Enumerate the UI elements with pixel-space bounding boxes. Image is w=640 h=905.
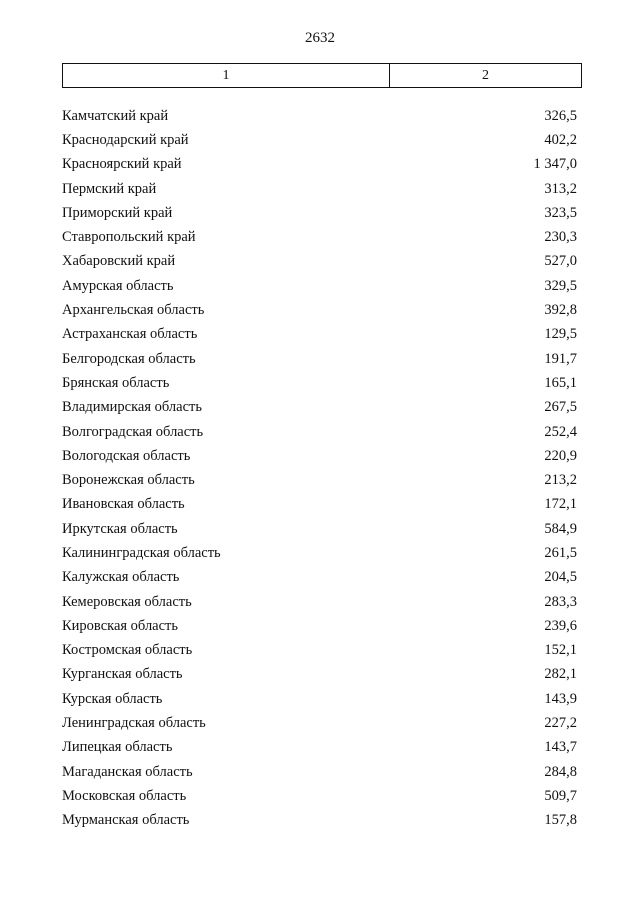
region-value: 143,9 (544, 690, 577, 707)
region-name: Волгоградская область (62, 423, 204, 440)
region-name: Воронежская область (62, 472, 195, 489)
region-value: 284,8 (544, 763, 577, 780)
region-name: Липецкая область (62, 739, 173, 756)
region-name: Магаданская область (62, 763, 193, 780)
region-value: 509,7 (544, 787, 577, 804)
region-value: 165,1 (544, 374, 577, 391)
region-name: Ставропольский край (62, 229, 196, 246)
region-name: Камчатский край (62, 107, 169, 124)
region-name: Астраханская область (62, 326, 198, 343)
region-value: 323,5 (544, 204, 577, 221)
table-row (62, 298, 577, 322)
region-value: 239,6 (544, 617, 577, 634)
table-row (62, 177, 577, 201)
table-row (62, 347, 577, 371)
region-value: 172,1 (544, 496, 577, 513)
region-value: 191,7 (544, 350, 577, 367)
region-name: Курганская область (62, 666, 183, 683)
region-value: 143,7 (544, 739, 577, 756)
region-value: 261,5 (544, 544, 577, 561)
table-row (62, 711, 577, 735)
region-name: Кемеровская область (62, 593, 192, 610)
region-name: Брянская область (62, 374, 170, 391)
region-name: Архангельская область (62, 302, 205, 319)
region-value: 152,1 (544, 642, 577, 659)
region-value: 1 347,0 (533, 156, 577, 173)
header-column-2: 2 (482, 67, 489, 83)
region-name: Владимирская область (62, 399, 202, 416)
table-body (62, 104, 577, 833)
region-name: Амурская область (62, 277, 174, 294)
table-row (62, 493, 577, 517)
table-row (62, 225, 577, 249)
region-value: 527,0 (544, 253, 577, 270)
page-number: 2632 (305, 30, 335, 46)
region-value: 326,5 (544, 107, 577, 124)
region-name: Ленинградская область (62, 715, 206, 732)
region-value: 267,5 (544, 399, 577, 416)
region-value: 252,4 (544, 423, 577, 440)
region-value: 402,2 (544, 131, 577, 148)
table-header (62, 63, 582, 88)
region-name: Хабаровский край (62, 253, 176, 270)
region-name: Приморский край (62, 204, 173, 221)
region-name: Калужская область (62, 569, 180, 586)
region-name: Кировская область (62, 617, 179, 634)
table-row (62, 784, 577, 808)
table-row (62, 250, 577, 274)
region-value: 220,9 (544, 447, 577, 464)
region-name: Мурманская область (62, 812, 190, 829)
region-value: 157,8 (544, 812, 577, 829)
region-value: 392,8 (544, 302, 577, 319)
table-row (62, 639, 577, 663)
table-row (62, 590, 577, 614)
table-row (62, 420, 577, 444)
table-row (62, 663, 577, 687)
region-name: Московская область (62, 787, 187, 804)
region-name: Красноярский край (62, 156, 182, 173)
table-row (62, 323, 577, 347)
table-row (62, 517, 577, 541)
region-value: 313,2 (544, 180, 577, 197)
table-row (62, 201, 577, 225)
table-row (62, 104, 577, 128)
region-value: 227,2 (544, 715, 577, 732)
region-value: 230,3 (544, 229, 577, 246)
region-value: 584,9 (544, 520, 577, 537)
region-value: 204,5 (544, 569, 577, 586)
region-name: Белгородская область (62, 350, 196, 367)
table-row (62, 541, 577, 565)
region-name: Ивановская область (62, 496, 185, 513)
table-row (62, 153, 577, 177)
region-name: Пермский край (62, 180, 157, 197)
table-row (62, 736, 577, 760)
region-name: Вологодская область (62, 447, 191, 464)
region-name: Курская область (62, 690, 163, 707)
region-value: 282,1 (544, 666, 577, 683)
table-row (62, 444, 577, 468)
table-row (62, 128, 577, 152)
region-value: 329,5 (544, 277, 577, 294)
table-row (62, 687, 577, 711)
table-row (62, 566, 577, 590)
region-value: 213,2 (544, 472, 577, 489)
table-row (62, 809, 577, 833)
table-row (62, 371, 577, 395)
region-name: Иркутская область (62, 520, 178, 537)
region-name: Краснодарский край (62, 131, 189, 148)
table-row (62, 614, 577, 638)
region-name: Калининградская область (62, 544, 221, 561)
table-row (62, 396, 577, 420)
region-name: Костромская область (62, 642, 193, 659)
header-column-1: 1 (63, 64, 390, 87)
table-row (62, 760, 577, 784)
region-value: 129,5 (544, 326, 577, 343)
table-row (62, 274, 577, 298)
table-row (62, 468, 577, 492)
region-value: 283,3 (544, 593, 577, 610)
